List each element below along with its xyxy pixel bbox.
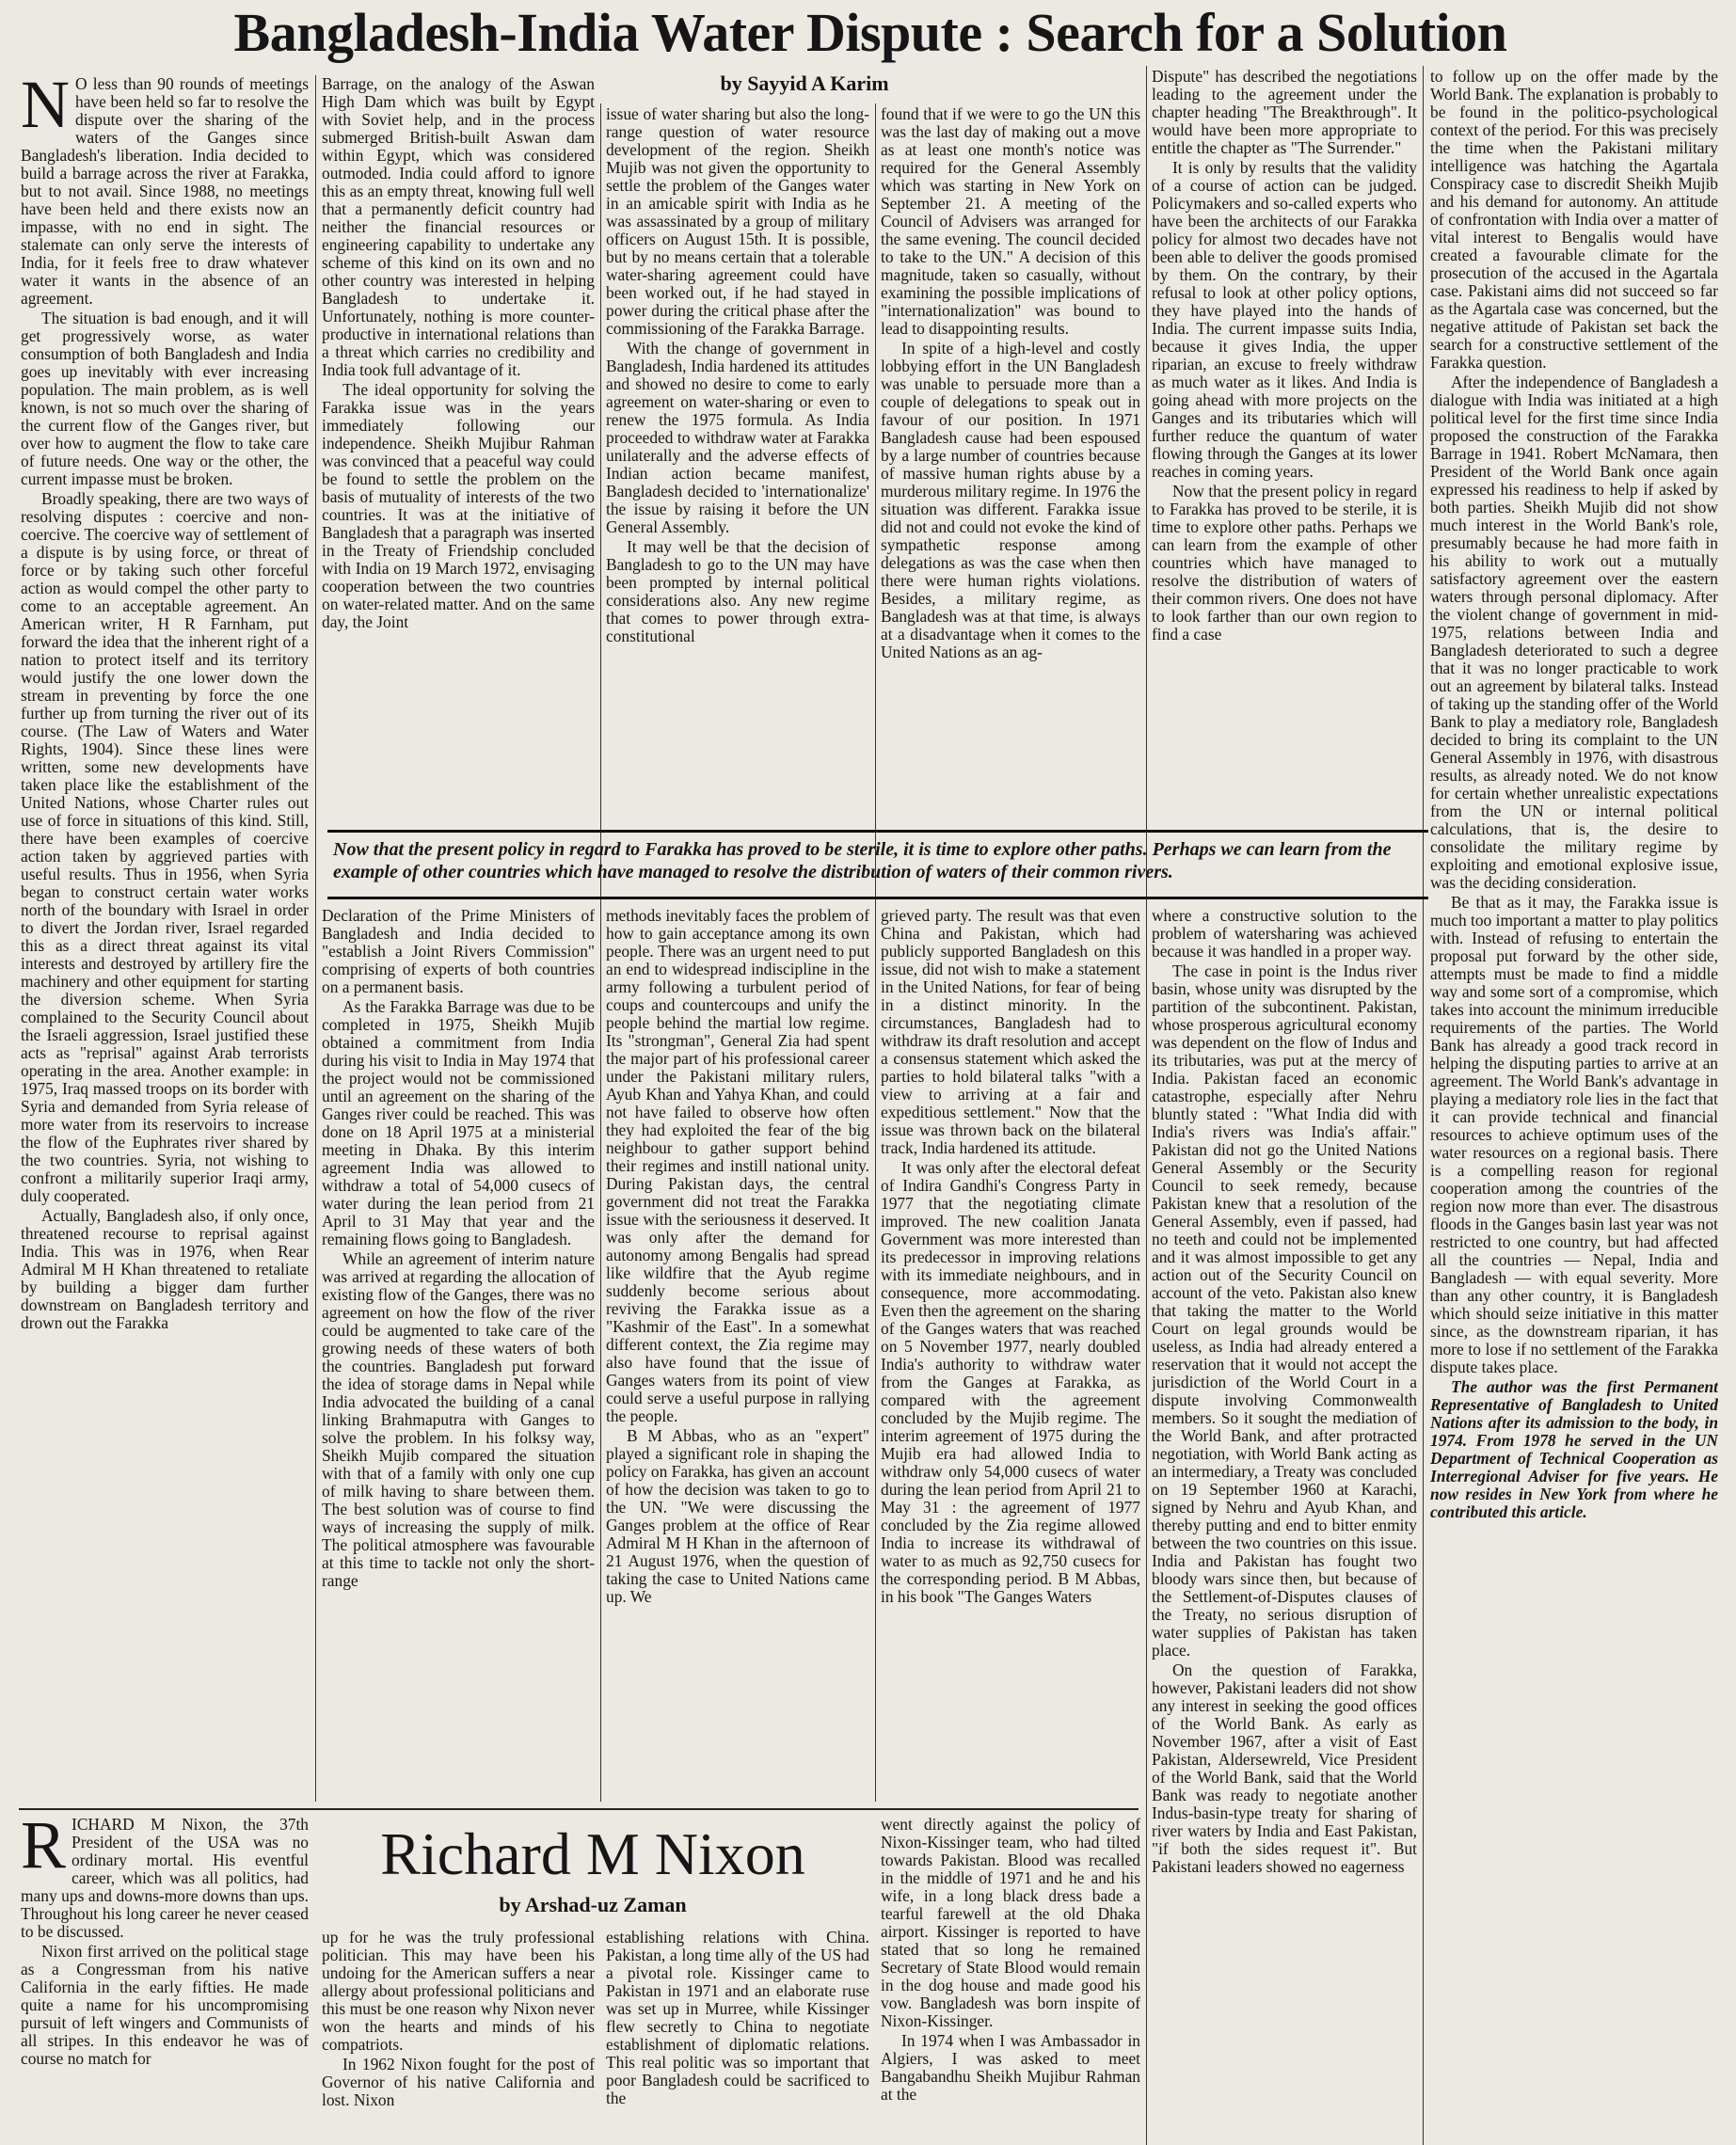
paragraph: up for he was the truly professional politician. This may have been his undoing for the American suffers a near allergy about professional politicians and this must be one reason why Nixon never won the hearts and minds of his compatriots. <box>322 1929 595 2054</box>
nixon-column-2 <box>322 1929 595 2143</box>
article-column-4-mid <box>881 907 1140 1804</box>
nixon-headline: Richard M Nixon <box>380 1820 805 1887</box>
paragraph: RICHARD M Nixon, the 37th President of the USA was no ordinary mortal. His eventful career, which was all politics, had many ups and downs-more downs than ups. Throughout his long career he never ceased to be discussed. <box>21 1816 309 1941</box>
nixon-column-1 <box>21 1816 309 2143</box>
paragraph: On the question of Farakka, however, Pakistani leaders did not show any interest in seeking the good offices of the World Bank. As early as November 1967, after a visit of East Pakistan, Aldersewreld, Vice President of the World Bank, said that the World Bank was ready to negotiate another Indus-basin-type treaty for sharing of river waters by India and East Pakistan, "if both the sides request it". But Pakistani leaders showed no eagerness <box>1152 1660 1417 1876</box>
byline: by Sayyid A Karim <box>720 72 889 95</box>
paragraph: It was only after the electoral defeat of Indira Gandhi's Congress Party in 1977 that the negotiating climate improved. The new coalition Janata Government was more interested than its predecessor in improving relations with its immediate neighbours, and in consequence, more accommodating. Even then the agreement on the sharing of the Ganges waters that was reached on 5 November 1977, nearly doubled India's authority to withdraw water from the Ganges at Farakka, as compared with the agreement concluded by the Mujib regime. The interim agreement of 1975 during the Mujib era had allowed India to withdraw only 54,000 cusecs of water during the lean period from April 21 to May 31 : the agreement of 1977 concluded by the Zia regime allowed India to increase its withdrawal of water to as much as 92,750 cusecs for the corresponding period. B M Abbas, in his book "The Ganges Waters <box>881 1158 1140 1606</box>
paragraph: to follow up on the offer made by the World Bank. The explanation is probably to be found in the politico-psychological context of the period. For this was precisely the time when the Pakistani military intelligence was hatching the Agartala Conspiracy case to discredit Sheikh Mujib and his demand for autonomy. An attitude of confrontation with India over a matter of vital interest to Bengalis would have created a favourable climate for the prosecution of the accused in the Agartala case. Pakistani aims did not succeed so far as the Agartala case was concerned, but the negative attitude of Pakistan set back the search for a constructive settlement of the Farakka question. <box>1430 68 1718 372</box>
paragraph: In spite of a high-level and costly lobbying effort in the UN Bangladesh was unable to persuade more than a couple of delegations to speak out in favour of our position. In 1971 Bangladesh cause had been espoused by a large number of countries because of massive human rights abuse by a murderous military regime. In 1976 the situation was different. Farakka issue did not and could not evoke the kind of sympathetic response among delegations as was the case when then there were human rights violations. Besides, a military regime, as Bangladesh was at that time, is always at a disadvantage when it comes to the United Nations as an ag- <box>881 339 1140 661</box>
paragraph: issue of water sharing but also the long-range question of water resource development of the region. Sheikh Mujib was not given the opportunity to settle the problem of the Ganges water in an amicable spirit with India as he was assassinated by a group of military officers on August 15th. It is possible, but by no means certain that a tolerable water-sharing agreement could have been worked out, if he had stayed in power during the critical phase after the commissioning of the Farakka Barrage. <box>606 105 869 338</box>
paragraph: It is only by results that the validity of a course of action can be judged. Policymakers and so-called experts who have been the architects of our Farakka policy for almost two decades have not been able to deliver the goods promised by them. On the contrary, by their refusal to look at other policy options, they have played into the hands of India. The current impasse suits India, because it gives India, the upper riparian, an excuse to freely withdraw as much water as it likes. And India is going ahead with more projects on the Ganges and its tributaries which will further reduce the quantum of water flowing through the Ganges at its lower reaches in coming years. <box>1152 158 1417 481</box>
nixon-column-3 <box>606 1929 869 2143</box>
paragraph: methods inevitably faces the problem of how to gain acceptance among its own people. There was an urgent need to put an end to widespread indiscipline in the army following a turbulent period of coups and countercoups and unify the people behind the martial low regime. Its "strongman", General Zia had spent the major part of his professional career under the Pakistani military rulers, Ayub Khan and Yahya Khan, and could not have failed to observe how often they had exploited the fear of the big neighbour to gather support behind their regimes and instill national unity. During Pakistan days, the central government did not treat the Farakka issue with the seriousness it deserved. It was only after the demand for autonomy among Bengalis had spread like wildfire that the Ayub regime suddenly become serious about reviving the Farakka issue as a "Kashmir of the East". In a somewhat different context, the Zia regime may also have found that the issue of Ganges waters from its point of view could serve a useful purpose in rallying the people. <box>606 907 869 1425</box>
paragraph: In 1962 Nixon fought for the post of Governor of his native California and lost. Nixon <box>322 2055 595 2109</box>
paragraph: Actually, Bangladesh also, if only once, threatened recourse to reprisal against India. This was in 1976, when Rear Admiral M H Khan threatened to retaliate by building a bigger dam further downstream on Bangladesh territory and drown out the Farakka <box>21 1206 309 1332</box>
column-rule <box>315 75 316 1802</box>
article-column-5-mid <box>1152 907 1417 2141</box>
article-column-4-top <box>881 105 1140 823</box>
article-column-6 <box>1430 68 1718 2141</box>
paragraph: The ideal opportunity for solving the Farakka issue was in the years immediately following our independence. Sheikh Mujibur Rahman was convinced that a peaceful way could be found to settle the problem on the basis of mutuality of interests of the two countries. It was at the initiative of Bangladesh that a paragraph was inserted in the Treaty of Friendship concluded with India on 19 March 1972, envisaging cooperation between the two countries on water-related matter. And on the same day, the Joint <box>322 380 595 631</box>
article-column-3-top <box>606 105 869 823</box>
paragraph: grieved party. The result was that even China and Pakistan, which had publicly supported Bangladesh on this issue, did not wish to make a statement in the United Nations, for fear of being in a distinct minority. In the circumstances, Bangladesh had to withdraw its draft resolution and accept a consensus statement which asked the parties to hold bilateral talks "with a view to arriving at a fair and expeditious settlement." Now that the issue was thrown back on the bilateral track, India hardened its attitude. <box>881 907 1140 1157</box>
paragraph: After the independence of Bangladesh a dialogue with India was initiated at a high political level for the first time since India proposed the construction of the Farakka Barrage in 1941. Robert McNamara, then President of the World Bank once again expressed his readiness to help if asked by both parties. Sheikh Mujib did not show much interest in the World Bank's role, presumably because he had more faith in his ability to work out a mutually satisfactory agreement over the eastern waters through personal diplomacy. After the violent change of government in mid-1975, relations between India and Bangladesh deteriorated to such a degree that it was no longer practicable to work out an agreement by bilateral talks. Instead of taking up the standing offer of the World Bank to play a mediatory role, Bangladesh decided to bring its complaint to the UN General Assembly in 1976, with disastrous results, as already noted. We do not know for certain whether unrealistic expectations from the UN or internal political calculations, that is, the desire to consolidate the military regime by exploiting and emotional explosive issue, was the deciding consideration. <box>1430 373 1718 892</box>
paragraph: Nixon first arrived on the political stage as a Congressman from his native California in the early fifties. He made quite a name for his uncompromising pursuit of left wingers and Communists of all stripes. In this endeavor he was of course no match for <box>21 1942 309 2068</box>
paragraph: found that if we were to go the UN this was the last day of making out a move as at least one month's notice was required for the General Assembly which was starting in New York on September 21. A meeting of the Council of Advisers was arranged for the same evening. The council decided to take to the UN." A decision of this magnitude, taken so casually, without examining the possible implications of "internationalization" was bound to lead to disappointing results. <box>881 105 1140 338</box>
section-divider <box>19 1808 1139 1810</box>
paragraph: In 1974 when I was Ambassador in Algiers, I was asked to meet Bangabandhu Sheikh Mujibur Rahman at the <box>881 2031 1140 2104</box>
paragraph: Barrage, on the analogy of the Aswan High Dam which was built by Egypt with Soviet help, and in the process submerged British-built Aswan dam within Egypt, which was considered outmoded. India could afford to ignore this as an empty threat, knowing full well that a permanently deficit country had neither the financial resources or engineering capability to undertake any scheme of this kind on its own and no other country was interested in helping Bangladesh to undertake it. Unfortunately, nothing is more counter-productive in international relations than a threat which carries no credibility and India took full advantage of it. <box>322 75 595 379</box>
pull-quote: Now that the present policy in regard to Farakka has proved to be sterile, it is time to explore other paths. Perhaps we can learn from the example of other countries which have managed to resolve the distribution of waters of their common rivers. <box>327 830 1428 899</box>
drop-cap: R <box>21 1816 67 1883</box>
column-rule <box>1146 66 1147 2145</box>
article-column-3-mid <box>606 907 869 1804</box>
paragraph: establishing relations with China. Pakistan, a long time ally of the US had a pivotal role. Kissinger came to Pakistan in 1971 and an elaborate ruse was set up in Murree, while Kissinger flew secretly to China to negotiate establishment of diplomatic relations. This real politic was so important that poor Bangladesh could be sacrificed to the <box>606 1929 869 2107</box>
paragraph: The situation is bad enough, and it will get progressively worse, as water consumption of both Bangladesh and India goes up inevitably with ever increasing population. The main problem, as is well known, is not so much over the sharing of the current flow of the Ganges river, but over how to augment the flow to take care of future needs. One way or the other, the current impasse must be broken. <box>21 309 309 488</box>
paragraph: Now that the present policy in regard to Farakka has proved to be sterile, it is time to explore other paths. Perhaps we can learn from the example of other countries which have managed to resolve the distribution of waters of their common rivers. One does not have to look farther than our own region to find a case <box>1152 482 1417 644</box>
nixon-column-4 <box>881 1816 1140 2143</box>
paragraph: where a constructive solution to the problem of watersharing was achieved because it was handled in a proper way. <box>1152 907 1417 961</box>
paragraph: It may well be that the decision of Bangladesh to go to the UN may have been prompted by internal political considerations also. Any new regime that comes to power through extra-constitutional <box>606 537 869 645</box>
article-column-5-top <box>1152 68 1417 823</box>
paragraph: Be that as it may, the Farakka issue is much too important a matter to play politics with. Instead of refusing to entertain the proposal put forward by the other side, attempts must be made to find a middle way and some sort of a compromise, which takes into account the minimum irreducible requirements of the parties. The World Bank has already a good track record in helping the disputing parties to arrive at an agreement. The World Bank's advantage in playing a mediatory role lies in the fact that it can provide technical and financial resources to achieve optimum uses of the water resources on a regional basis. There is a compelling reason for regional cooperation among the countries of the region now more than ever. The disastrous floods in the Ganges basin last year was not restricted to one country, but had affected all the countries — Nepal, India and Bangladesh — with equal severity. More than any other country, it is Bangladesh which should seize initiative in this matter since, as the downstream riparian, it has more to lose if no settlement of the Farakka dispute takes place. <box>1430 893 1718 1376</box>
paragraph: went directly against the policy of Nixon-Kissinger team, who had tilted towards Pakistan. Blood was recalled in the middle of 1971 and he and his wife, in a long black dress bade a tearful farewell at the old Dhaka airport. Kissinger is reported to have stated that so long he remained Secretary of State Blood would remain in the dog house and made good his vow. Bangladesh was born inspite of Nixon-Kissinger. <box>881 1816 1140 2030</box>
paragraph: N O less than 90 rounds of meetings have been held so far to resolve the dispute over the sharing of the waters of the Ganges since Bangladesh's liberation. India decided to build a barrage across the river at Farakka, but to not avail. Since 1988, no meetings have been held and there exists now an impasse, with no end in sight. The stalemate can only serve the interests of India, for it feels free to draw whatever water it wants in the absence of an agreement. <box>21 75 309 308</box>
paragraph: The case in point is the Indus river basin, whose unity was disrupted by the partition of the subcontinent. Pakistan, whose prosperous agricultural economy was dependent on the flow of Indus and its tributaries, was put at the mercy of India. Pakistan faced an economic catastrophe, especially after Nehru bluntly stated : "What India did with India's rivers was India's affair." Pakistan did not go the United Nations General Assembly or the Security Council to seek remedy, because Pakistan knew that a resolution of the General Assembly, even if passed, had no teeth and could not be implemented and it was almost impossible to get any action out of the Security Council on account of the veto. Pakistan also knew that taking the matter to the World Court on legal grounds would be useless, as India had already entered a reservation that it would not accept the jurisdiction of the World Court in a dispute involving Commonwealth members. So it sought the mediation of the World Bank, and after protracted negotiation, with World Bank acting as an intermediary, a Treaty was concluded on 19 September 1960 at Karachi, signed by Nehru and Ayub Khan, and thereby putting and end to bitter enmity between the two countries on this issue. India and Pakistan has fought two bloody wars since then, but because of the Settlement-of-Disputes clauses of the Treaty, no serious disruption of water supplies of Pakistan has taken place. <box>1152 961 1417 1660</box>
paragraph: Declaration of the Prime Ministers of Bangladesh and India decided to "establish a Joint Rivers Commission" comprising of experts of both countries on a permanent basis. <box>322 907 595 996</box>
paragraph: Dispute" has described the negotiations leading to the agreement under the chapter heading "The Breakthrough". It would have been more appropriate to entitle the chapter as "The Surrender." <box>1152 68 1417 157</box>
paragraph: B M Abbas, who as an "expert" played a significant role in shaping the policy on Farakka, has given an account of how the decision was taken to go to the UN. "We were discussing the Ganges problem at the office of Rear Admiral M H Khan in the afternoon of 21 August 1976, when the question of taking the case to United Nations came up. We <box>606 1426 869 1606</box>
article-column-2-top <box>322 75 595 823</box>
paragraph: As the Farakka Barrage was due to be completed in 1975, Sheikh Mujib obtained a commitment from India during his visit to India in May 1974 that the project would not be commissioned until an agreement on the sharing of the Ganges river could be reached. This was done on 18 April 1975 at a ministerial meeting in Dhaka. By this interim agreement India was allowed to withdraw a total of 54,000 cusecs of water during the lean period from 21 April to 31 May that year and the remaining flows going to Bangladesh. <box>322 997 595 1248</box>
headline: Bangladesh-India Water Dispute : Search for a Solution <box>233 2 1507 63</box>
column-rule <box>1423 66 1424 2145</box>
column-rule <box>600 103 601 1802</box>
paragraph: Broadly speaking, there are two ways of resolving disputes : coercive and non-coercive. The coercive way of settlement of a dispute is by using force, or threat of force or by taking such other forceful action as would compel the other party to come to an acceptable agreement. An American writer, H R Farnham, put forward the idea that the inherent right of a nation to protect itself and its territory would justify the one lower down the stream in preventing by force the one further up from turning the river out of its course. (The Law of Waters and Water Rights, 1904). Since these lines were written, some new developments have taken place like the establishment of the United Nations, whose Charter rules out use of force in situations of this kind. Still, there have been examples of coercive action taken by aggrieved parties with useful results. Thus in 1956, when Syria began to construct certain water works north of the boundary with Israel in order to divert the Jordan river, Israel regarded this as a direct threat against its vital interests and destroyed by artillery fire the machinery and other equipment for starting the diversion scheme. When Syria complained to the Security Council about the Israeli aggression, Israel justified these acts as "reprisal" against Arab terrorists operating in the area. Another example: in 1975, Iraq massed troops on its border with Syria and demanded from Syria release of more water from its reservoirs to increase the flow of the Euphrates river shared by the two countries. Syria, not wishing to confront a militarily superior Iraqi army, duly cooperated. <box>21 489 309 1205</box>
author-bio: The author was the first Permanent Representative of Bangladesh to United Nations after its admission to the body, in 1974. From 1978 he served in the UN Department of Technical Cooperation as Interregional Adviser for five years. He now resides in New York from where he contributed this article. <box>1430 1377 1718 1521</box>
article-column-1 <box>21 75 309 1804</box>
paragraph: With the change of government in Bangladesh, India hardened its attitudes and showed no desire to come to early agreement on water-sharing or even to renew the 1975 formula. As India proceeded to withdraw water at Farakka unilaterally and the adverse effects of Indian action became manifest, Bangladesh decided to 'internationalize' the issue by raising it before the UN General Assembly. <box>606 339 869 536</box>
drop-cap: N <box>21 75 70 142</box>
nixon-byline: by Arshad-uz Zaman <box>499 1893 687 1916</box>
column-rule <box>875 103 876 1802</box>
article-column-2-mid <box>322 907 595 1804</box>
paragraph: While an agreement of interim nature was arrived at regarding the allocation of existing flow of the Ganges, there was no agreement on how the flow of the river could be augmented to take care of the growing needs of these waters of both the countries. Bangladesh put forward the idea of storage dams in Nepal while India advocated the building of a canal linking Brahmaputra with Ganges to solve the problem. In his folksy way, Sheikh Mujib compared the situation with that of a family with only one cup of milk having to share between them. The best solution was of course to find ways of increasing the supply of milk. The political atmosphere was favourable at this time to tackle not only the short-range <box>322 1249 595 1590</box>
